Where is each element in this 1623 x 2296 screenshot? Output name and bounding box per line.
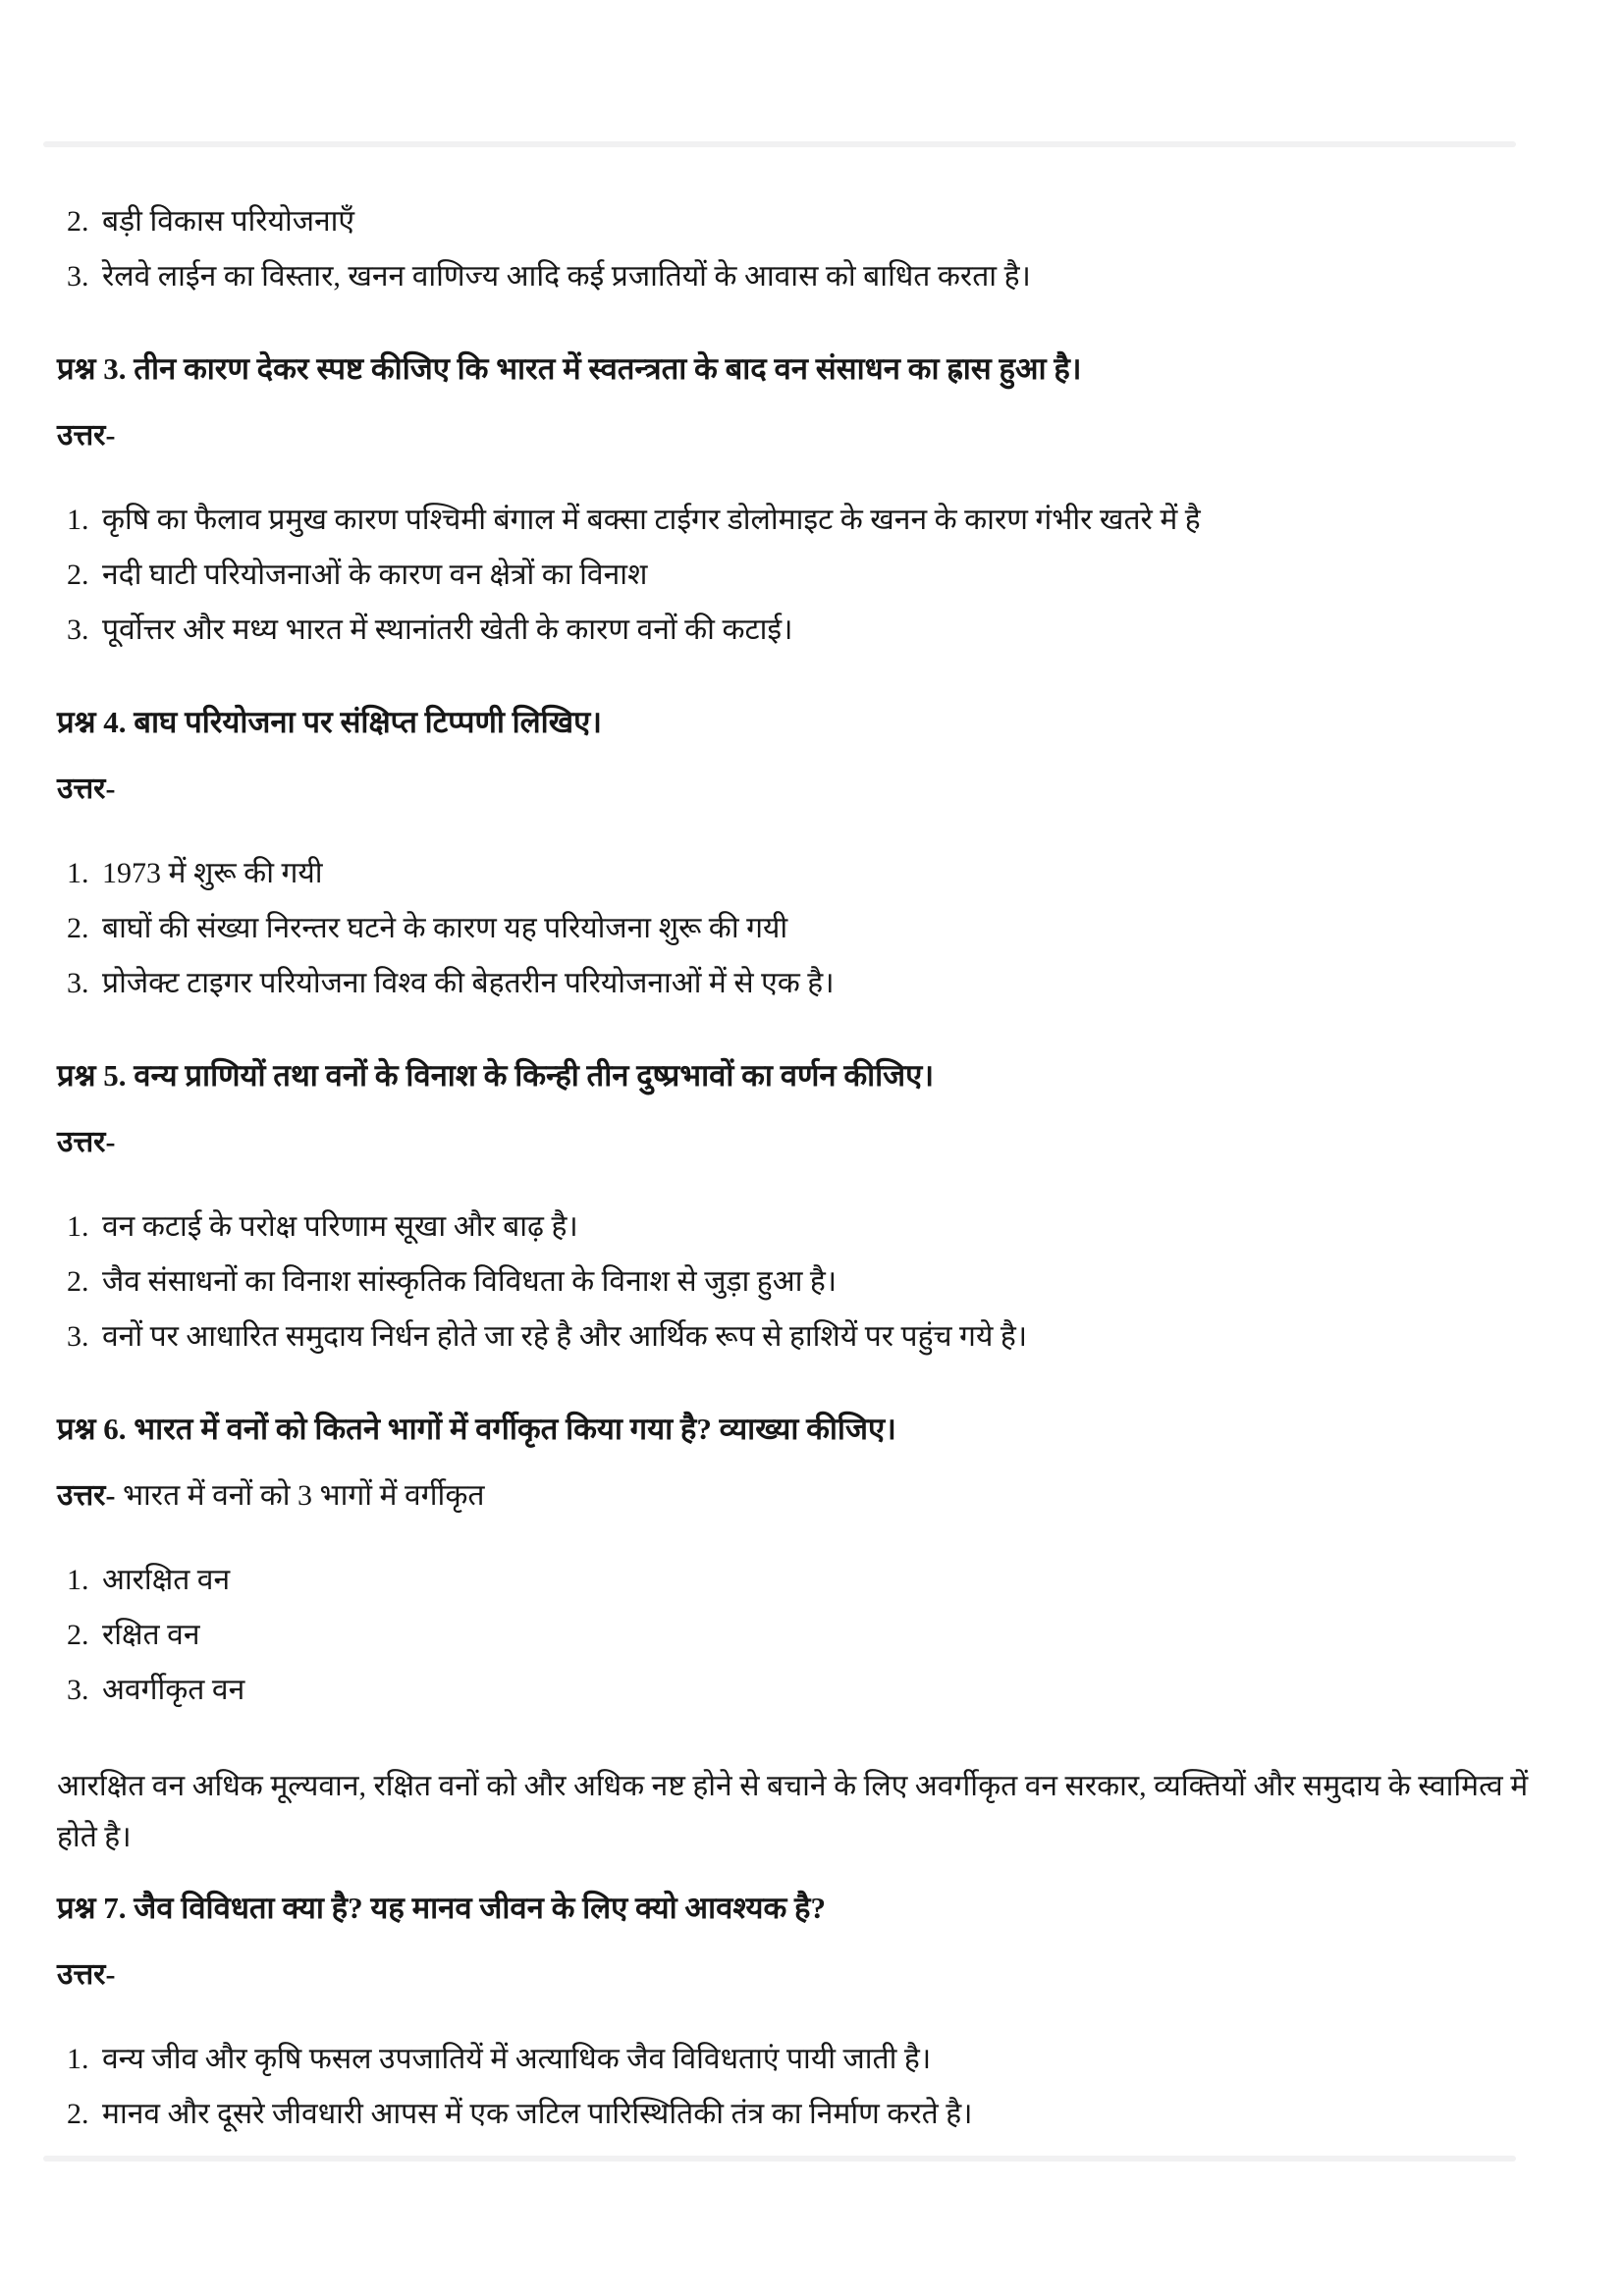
- qa-section: [57, 1887, 1566, 2134]
- list-item: 2. मानव और दूसरे जीवधारी आपस में एक जटिल पारिस्थितिकी तंत्र का निर्माण करते है।: [96, 2095, 1566, 2134]
- answer-list: [57, 501, 1566, 650]
- answer-line: [57, 1123, 1566, 1162]
- answer-list: [57, 854, 1566, 1003]
- qa-section: [57, 1054, 1566, 1357]
- qa-sections: [57, 347, 1566, 2134]
- answer-label: उत्तर-: [57, 419, 116, 452]
- list-item: 1. वन्य जीव और कृषि फसल उपजातियें में अत्याधिक जैव विविधताएं पायी जाती है।: [96, 2040, 1566, 2079]
- list-item: 1. कृषि का फैलाव प्रमुख कारण पश्चिमी बंगाल में बक्सा टाईगर डोलोमाइट के खनन के कारण गंभीर खतरे में है: [96, 501, 1566, 540]
- list-item: 2. जैव संसाधनों का विनाश सांस्कृतिक विविधता के विनाश से जुड़ा हुआ है।: [96, 1262, 1566, 1302]
- answer-list: [57, 1207, 1566, 1357]
- list-item: 2. बाघों की संख्या निरन्तर घटने के कारण यह परियोजना शुरू की गयी: [96, 909, 1566, 948]
- answer-paragraph: आरक्षित वन अधिक मूल्यवान, रक्षित वनों को और अधिक नष्ट होने से बचाने के लिए अवर्गीकृत वन सरकार, व्यक्तियों और समुदाय के स्वामित्व में होते है।: [57, 1770, 1529, 1853]
- list-item: 3. अवर्गीकृत वन: [96, 1671, 1566, 1710]
- list-item: 2. नदी घाटी परियोजनाओं के कारण वन क्षेत्रों का विनाश: [96, 556, 1566, 595]
- answer-list: [57, 2040, 1566, 2134]
- top-divider: [43, 141, 1516, 147]
- answer-intro-text: भारत में वनों को 3 भागों में वर्गीकृत: [115, 1479, 485, 1512]
- question-heading: प्रश्न 7. जैव विविधता क्या है? यह मानव जीवन के लिए क्यो आवश्यक है?: [57, 1891, 826, 1925]
- answer-line: [57, 1476, 1566, 1516]
- qa-section: [57, 1408, 1566, 1863]
- list-item: 3. रेलवे लाईन का विस्तार, खनन वाणिज्य आदि कई प्रजातियों के आवास को बाधित करता है।: [96, 257, 1566, 296]
- qa-section: [57, 701, 1566, 1003]
- answer-line: [57, 770, 1566, 809]
- answer-label: उत्तर-: [57, 1479, 116, 1512]
- question-heading: प्रश्न 4. बाघ परियोजना पर संक्षिप्त टिप्पणी लिखिए।: [57, 705, 602, 739]
- question-heading: प्रश्न 5. वन्य प्राणियों तथा वनों के विनाश के किन्ही तीन दुष्प्रभावों का वर्णन कीजिए।: [57, 1058, 935, 1093]
- list-item: 1. 1973 में शुरू की गयी: [96, 854, 1566, 893]
- list-item: 2. रक्षित वन: [96, 1616, 1566, 1655]
- bottom-divider: [43, 2156, 1516, 2162]
- intro-list: [57, 202, 1566, 296]
- list-item: 1. आरक्षित वन: [96, 1561, 1566, 1600]
- answer-label: उत्तर-: [57, 1958, 116, 1991]
- answer-line: [57, 1955, 1566, 1995]
- answer-label: उत्तर-: [57, 773, 116, 805]
- list-item: 2. बड़ी विकास परियोजनाएँ: [96, 202, 1566, 241]
- qa-section: [57, 347, 1566, 650]
- answer-label: उत्तर-: [57, 1126, 116, 1158]
- page-content: [57, 0, 1566, 2134]
- list-item: 3. पूर्वोत्तर और मध्य भारत में स्थानांतरी खेती के कारण वनों की कटाई।: [96, 611, 1566, 650]
- list-item: 1. वन कटाई के परोक्ष परिणाम सूखा और बाढ़ है।: [96, 1207, 1566, 1247]
- list-item: 3. वनों पर आधारित समुदाय निर्धन होते जा रहे है और आर्थिक रूप से हाशियें पर पहुंच गये है।: [96, 1317, 1566, 1357]
- question-heading: प्रश्न 6. भारत में वनों को कितने भागों में वर्गीकृत किया गया है? व्याख्या कीजिए।: [57, 1412, 896, 1446]
- answer-line: [57, 416, 1566, 455]
- list-item: 3. प्रोजेक्ट टाइगर परियोजना विश्व की बेहतरीन परियोजनाओं में से एक है।: [96, 964, 1566, 1003]
- answer-list: [57, 1561, 1566, 1710]
- question-heading: प्रश्न 3. तीन कारण देकर स्पष्ट कीजिए कि भारत में स्वतन्त्रता के बाद वन संसाधन का ह्रास हुआ है।: [57, 351, 1082, 386]
